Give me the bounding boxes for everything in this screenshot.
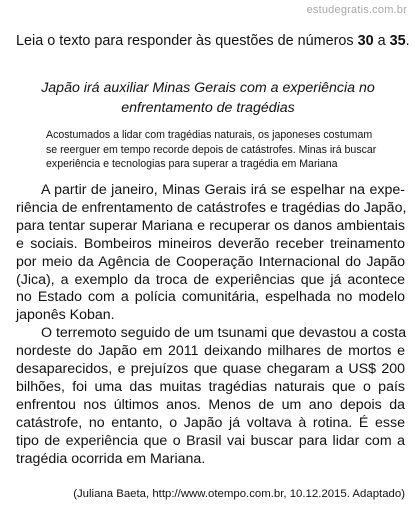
instruction-suffix: . [405, 33, 410, 49]
body-line: A partir de janeiro, Minas Gerais irá se espelhar na expe- [41, 182, 405, 198]
body-line: japonês Koban. [16, 307, 115, 324]
article-title [20, 78, 396, 118]
site-watermark: estudegratis.com.br [306, 4, 407, 16]
body-line: O terremoto seguido de um tsunami que devastou a costa [41, 325, 407, 342]
body-line: tragédia ocorrida em Mariana. [16, 450, 206, 467]
question-end-number: 35 [389, 33, 406, 49]
body-line: (Jica), a exemplo da troca de experiências que já acontece [16, 271, 405, 288]
instruction-connector: a [373, 33, 390, 49]
subtitle-line: Acostumados a lidar com tragédias naturais, os japoneses costumam [46, 129, 373, 141]
instruction-prefix: Leia o texto para responder às questões de números [16, 33, 358, 49]
subtitle-line: experiência e tecnologias para superar a tragédia em Mariana [46, 158, 338, 170]
article-body [16, 182, 405, 469]
body-line: para tentar superar Mariana e recuperar os danos ambientais [16, 217, 405, 234]
body-line: bilhões, foi uma das muitas tragédias naturais que o país [16, 378, 405, 395]
subtitle-line: se reerguer em tempo recorde depois de catástrofes. Minas irá buscar [46, 143, 377, 156]
body-line: catástrofe, no entanto, o Japão já voltava à rotina. É esse [16, 414, 405, 431]
body-line: enfrentou nos últimos anos. Menos de um ano depois da [16, 396, 405, 413]
article-subtitle [46, 128, 404, 172]
article-title-line: enfrentamento de tragédias [121, 100, 295, 116]
body-line: desaparecidos, e prejuízos que quase chegaram a US$ 200 [16, 361, 405, 378]
body-line: e sociais. Bombeiros mineiros deverão receber treinamento [16, 235, 405, 252]
body-line: riência de enfrentamento de catástrofes e tragédias do Japão, [16, 199, 407, 216]
body-line: nordeste do Japão em 2011 deixando milhares de mortos e [16, 343, 405, 360]
body-line: no Estado com a polícia comunitária, espelhada no modelo [16, 289, 405, 306]
body-line: tipo de experiência que o Brasil vai buscar para lidar com a [16, 432, 405, 449]
instruction-text [16, 31, 408, 51]
body-line: por meio da Agência de Cooperação Internacional do Japão [16, 253, 405, 270]
question-start-number: 30 [357, 33, 374, 49]
article-title-line: Japão irá auxiliar Minas Gerais com a experiência no [41, 80, 375, 96]
source-citation: (Juliana Baeta, http://www.otempo.com.br, 10.12.2015. Adaptado) [73, 488, 405, 500]
